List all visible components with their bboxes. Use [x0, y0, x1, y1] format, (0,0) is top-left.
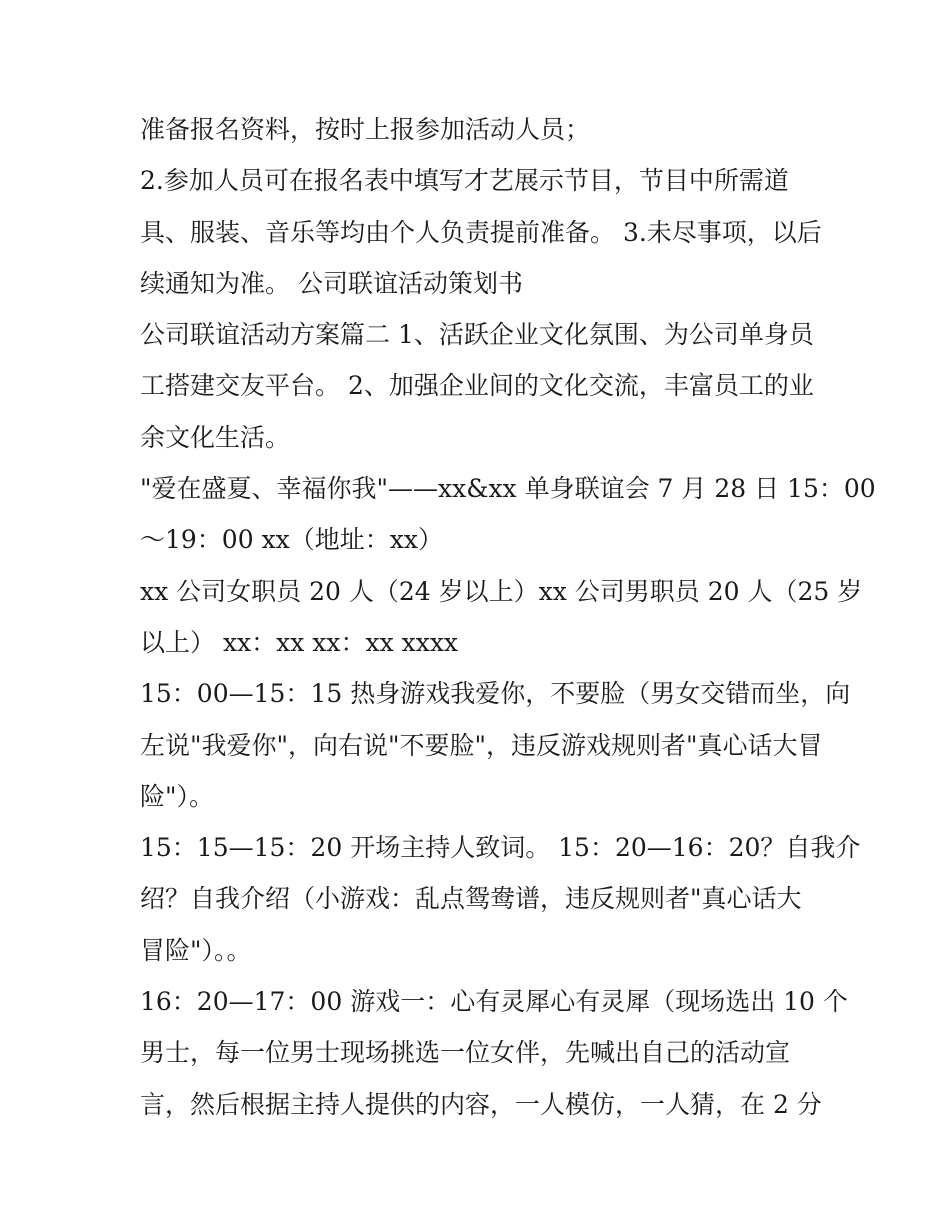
text-line: 续通知为准。 公司联谊活动策划书	[140, 268, 523, 298]
text-line: 准备报名资料，按时上报参加活动人员；	[140, 115, 591, 144]
document-body	[140, 104, 876, 1130]
text-line: 公司联谊活动方案篇二 1、活跃企业文化氛围、为公司单身员	[140, 320, 814, 350]
text-line: 工搭建交友平台。 2、加强企业间的文化交流，丰富员工的业	[140, 371, 814, 401]
text-line: xx 公司女职员 20 人（24 岁以上）xx 公司男职员 20 人（25 岁	[140, 576, 863, 606]
text-line: 15：15—15：20 开场主持人致词。 15：20—16：20？自我介	[140, 833, 861, 863]
text-line: 冒险"）。。	[140, 935, 252, 965]
text-line: 余文化生活。	[140, 422, 291, 452]
text-line: 16：20—17：00 游戏一：心有灵犀心有灵犀（现场选出 10 个	[140, 987, 848, 1017]
text-line: 言，然后根据主持人提供的内容，一人模仿，一人猜，在 2 分	[140, 1089, 822, 1119]
text-line: 2.参加人员可在报名表中填写才艺展示节目，节目中所需道	[140, 166, 789, 196]
text-line: "爱在盛夏、幸福你我"——xx&xx 单身联谊会 7 月 28 日 15：00	[140, 474, 876, 504]
text-line: 15：00—15：15 热身游戏我爱你，不要脸（男女交错而坐，向	[140, 679, 851, 709]
text-line: ～19：00 xx（地址：xx）	[140, 525, 443, 555]
text-line: 绍？自我介绍（小游戏：乱点鸳鸯谱，违反规则者"真心话大	[140, 884, 802, 914]
text-line: 具、服装、音乐等均由个人负责提前准备。 3.未尽事项，以后	[140, 217, 822, 247]
text-line: 险"）。	[140, 781, 214, 811]
text-line: 以上） xx：xx xx：xx xxxx	[140, 627, 459, 657]
text-line: 左说"我爱你"，向右说"不要脸"，违反游戏规则者"真心话大冒	[140, 730, 823, 760]
text-line: 男士，每一位男士现场挑选一位女伴，先喊出自己的活动宣	[140, 1038, 791, 1068]
